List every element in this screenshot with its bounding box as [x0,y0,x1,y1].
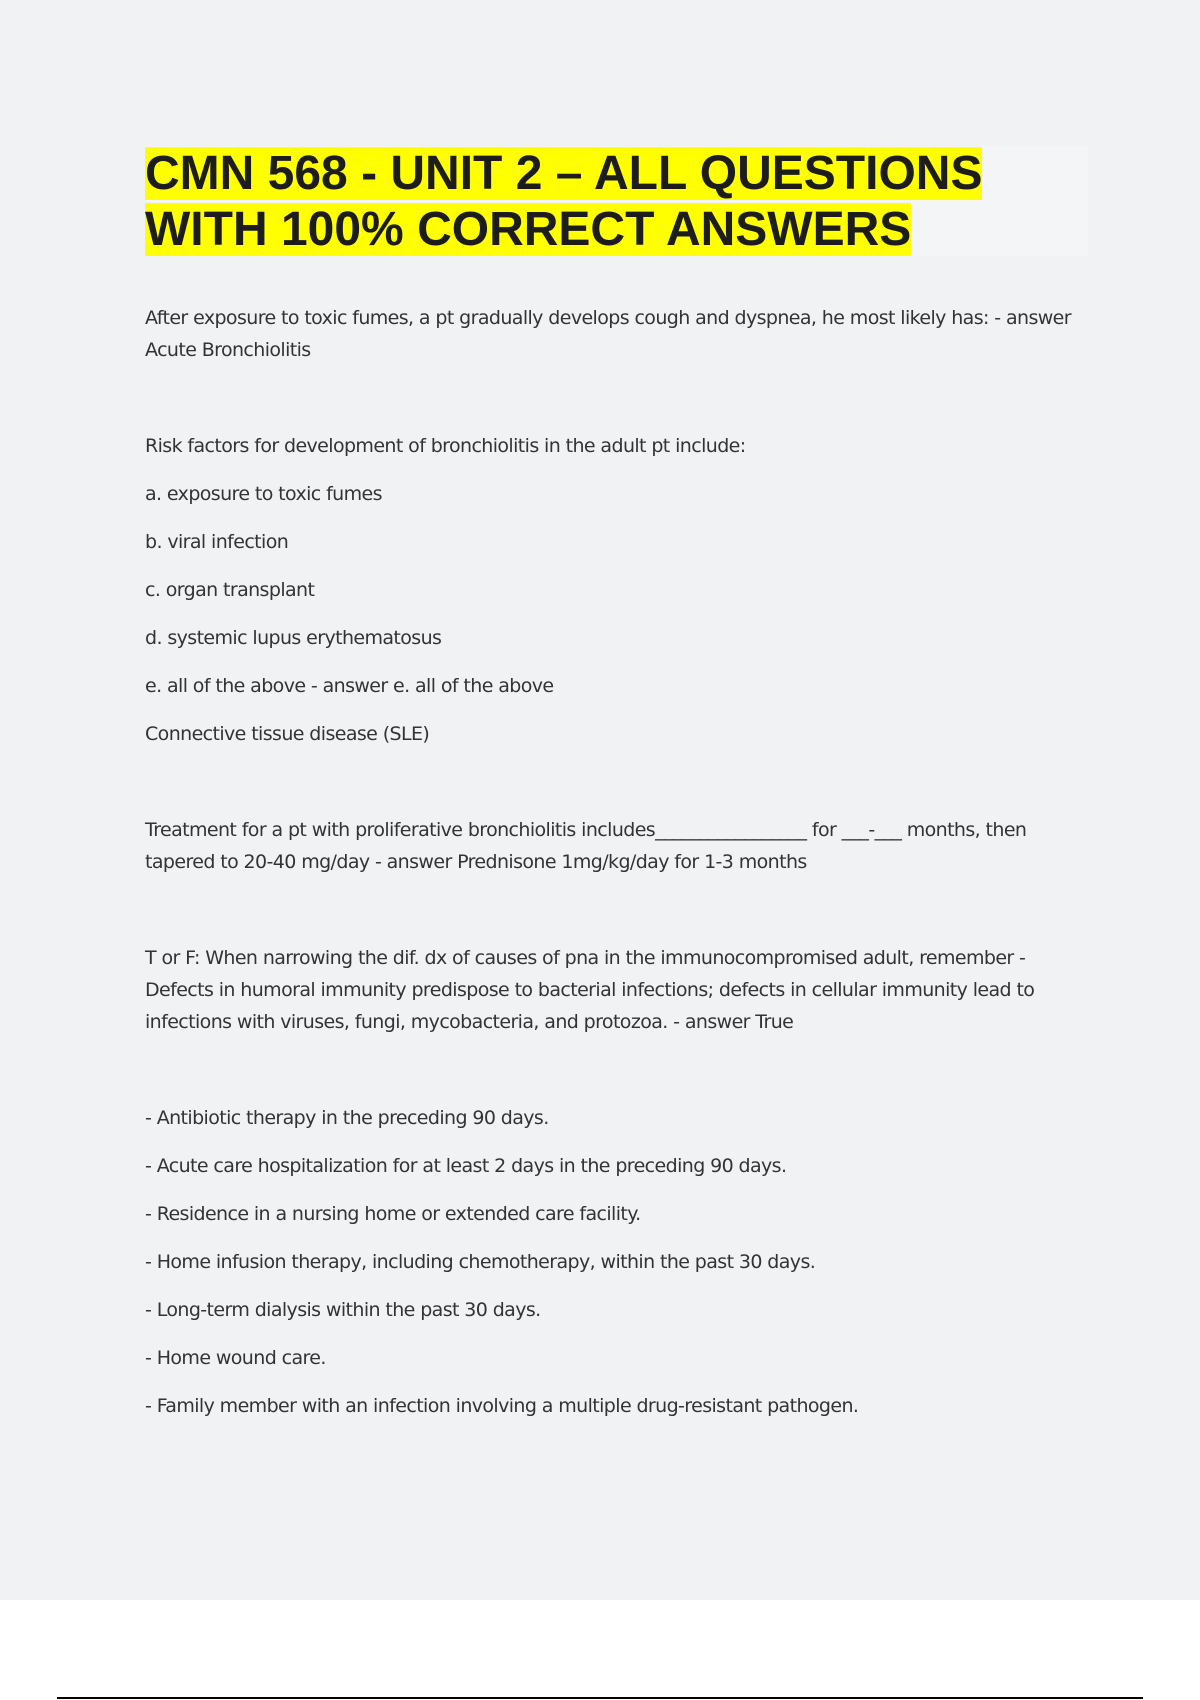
question-1: After exposure to toxic fumes, a pt gradually develops cough and dyspnea, he most likely has: - answer Acute Bronchiolitis [145,307,1071,361]
document-body [145,302,1085,1422]
risk-list-item: - Long-term dialysis within the past 30 days. [145,1299,541,1321]
question-3: Treatment for a pt with proliferative bronchiolitis includes_________________ for ___-___ months, then tapered to 20-40 mg/day - answer Prednisone 1mg/kg/day for 1-3 months [145,819,1027,873]
spacer [145,878,1085,942]
question-2-note: Connective tissue disease (SLE) [145,723,430,745]
title-line-1: CMN 568 - UNIT 2 – ALL QUESTIONS [145,147,983,200]
footer-divider [57,1697,1143,1699]
risk-list-item: - Acute care hospitalization for at least 2 days in the preceding 90 days. [145,1155,787,1177]
spacer [145,750,1085,814]
question-4: T or F: When narrowing the dif. dx of causes of pna in the immunocompromised adult, remember - Defects in humoral immunity predispose to bacterial infections; defects in cellular immunity lead to infections with viruses, fungi, mycobacteria, and protozoa. - answer True [145,947,1035,1033]
spacer [145,1038,1085,1102]
document-title [145,146,1088,258]
risk-list-item: - Home infusion therapy, including chemotherapy, within the past 30 days. [145,1251,816,1273]
risk-list-item: - Residence in a nursing home or extended care facility. [145,1203,641,1225]
title-block [145,146,1088,256]
question-2-stem: Risk factors for development of bronchiolitis in the adult pt include: [145,435,746,457]
question-2-option-b: b. viral infection [145,531,289,553]
risk-list-item: - Family member with an infection involving a multiple drug-resistant pathogen. [145,1395,859,1417]
risk-list-item: - Antibiotic therapy in the preceding 90 days. [145,1107,549,1129]
question-2-option-d: d. systemic lupus erythematosus [145,627,442,649]
risk-list-item: - Home wound care. [145,1347,326,1369]
question-2-option-e: e. all of the above - answer e. all of the above [145,675,554,697]
question-2-option-c: c. organ transplant [145,579,315,601]
title-line-2: WITH 100% CORRECT ANSWERS [145,203,912,256]
question-2-option-a: a. exposure to toxic fumes [145,483,382,505]
spacer [145,366,1085,430]
